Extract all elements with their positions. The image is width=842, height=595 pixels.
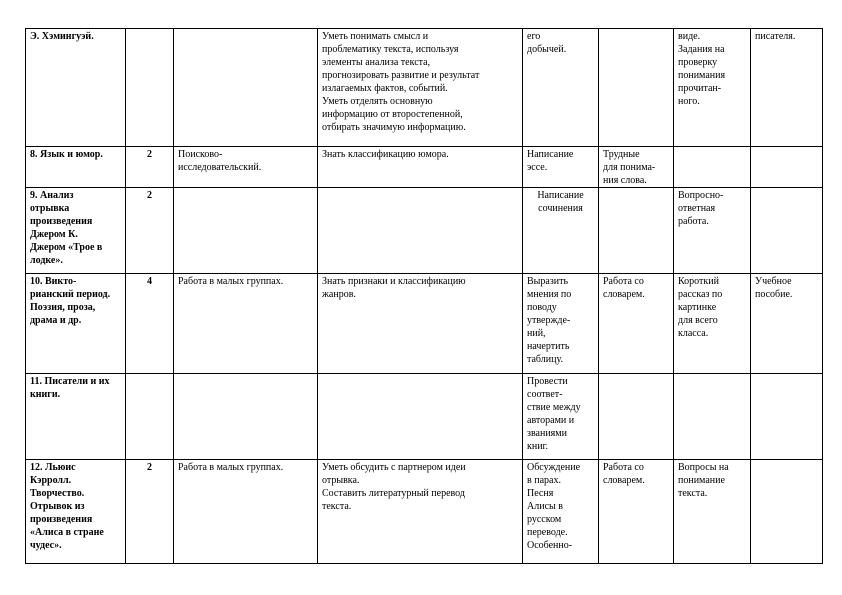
topic-cell: 9. Анализ отрывка произведения Джером К. Джером «Трое в лодке». (26, 188, 126, 274)
table-row (26, 274, 823, 374)
materials-cell (751, 460, 823, 564)
form-cell: Работа в малых группах. (174, 460, 318, 564)
hours-cell: 4 (126, 274, 174, 374)
control-cell: Вопросно- ответная работа. (674, 188, 751, 274)
materials-cell (751, 188, 823, 274)
hours-cell (126, 29, 174, 147)
activity-cell: Написание сочинения (523, 188, 599, 274)
skills-cell (318, 188, 523, 274)
hours-cell: 2 (126, 460, 174, 564)
skills-cell: Знать признаки и классификацию жанров. (318, 274, 523, 374)
form-cell: Работа в малых группах. (174, 274, 318, 374)
skills-cell: Знать классификацию юмора. (318, 147, 523, 188)
topic-cell: 11. Писатели и их книги. (26, 374, 126, 460)
activity-cell: Выразить мнения по поводу утвержде- ний, начертить таблицу. (523, 274, 599, 374)
form-cell (174, 188, 318, 274)
materials-cell: писателя. (751, 29, 823, 147)
vocab-cell: Работа со словарем. (599, 460, 674, 564)
vocab-cell (599, 29, 674, 147)
table-row (26, 460, 823, 564)
topic-cell: Э. Хэмингуэй. (26, 29, 126, 147)
skills-cell (318, 374, 523, 460)
control-cell: Короткий рассказ по картинке для всего класса. (674, 274, 751, 374)
skills-cell: Уметь понимать смысл и проблематику текста, используя элементы анализа текста, прогнозировать развитие и результат излагаемых фактов, событий. Уметь отделять основную информацию от второстепенной, отбирать значимую информацию. (318, 29, 523, 147)
form-cell (174, 29, 318, 147)
hours-cell: 2 (126, 147, 174, 188)
vocab-cell: Трудные для понима- ния слова. (599, 147, 674, 188)
topic-cell: 8. Язык и юмор. (26, 147, 126, 188)
table-row (26, 188, 823, 274)
table-row (26, 29, 823, 147)
hours-cell (126, 374, 174, 460)
lesson-plan-table (25, 28, 823, 564)
activity-cell: его добычей. (523, 29, 599, 147)
control-cell: Вопросы на понимание текста. (674, 460, 751, 564)
activity-cell: Обсуждение в парах. Песня Алисы в русском переводе. Особенно- (523, 460, 599, 564)
control-cell: виде. Задания на проверку понимания прочитан- ного. (674, 29, 751, 147)
vocab-cell (599, 188, 674, 274)
form-cell: Поисково- исследовательский. (174, 147, 318, 188)
skills-cell: Уметь обсудить с партнером идеи отрывка. Составить литературный перевод текста. (318, 460, 523, 564)
vocab-cell: Работа со словарем. (599, 274, 674, 374)
table-row (26, 147, 823, 188)
materials-cell (751, 374, 823, 460)
materials-cell: Учебное пособие. (751, 274, 823, 374)
form-cell (174, 374, 318, 460)
topic-cell: 10. Викто- рианский период. Поэзия, проза, драма и др. (26, 274, 126, 374)
activity-cell: Написание эссе. (523, 147, 599, 188)
activity-cell: Провести соответ- ствие между авторами и званиями книг. (523, 374, 599, 460)
vocab-cell (599, 374, 674, 460)
control-cell (674, 374, 751, 460)
table-row (26, 374, 823, 460)
hours-cell: 2 (126, 188, 174, 274)
topic-cell: 12. Льюис Кэрролл. Творчество. Отрывок из произведения «Алиса в стране чудес». (26, 460, 126, 564)
control-cell (674, 147, 751, 188)
materials-cell (751, 147, 823, 188)
